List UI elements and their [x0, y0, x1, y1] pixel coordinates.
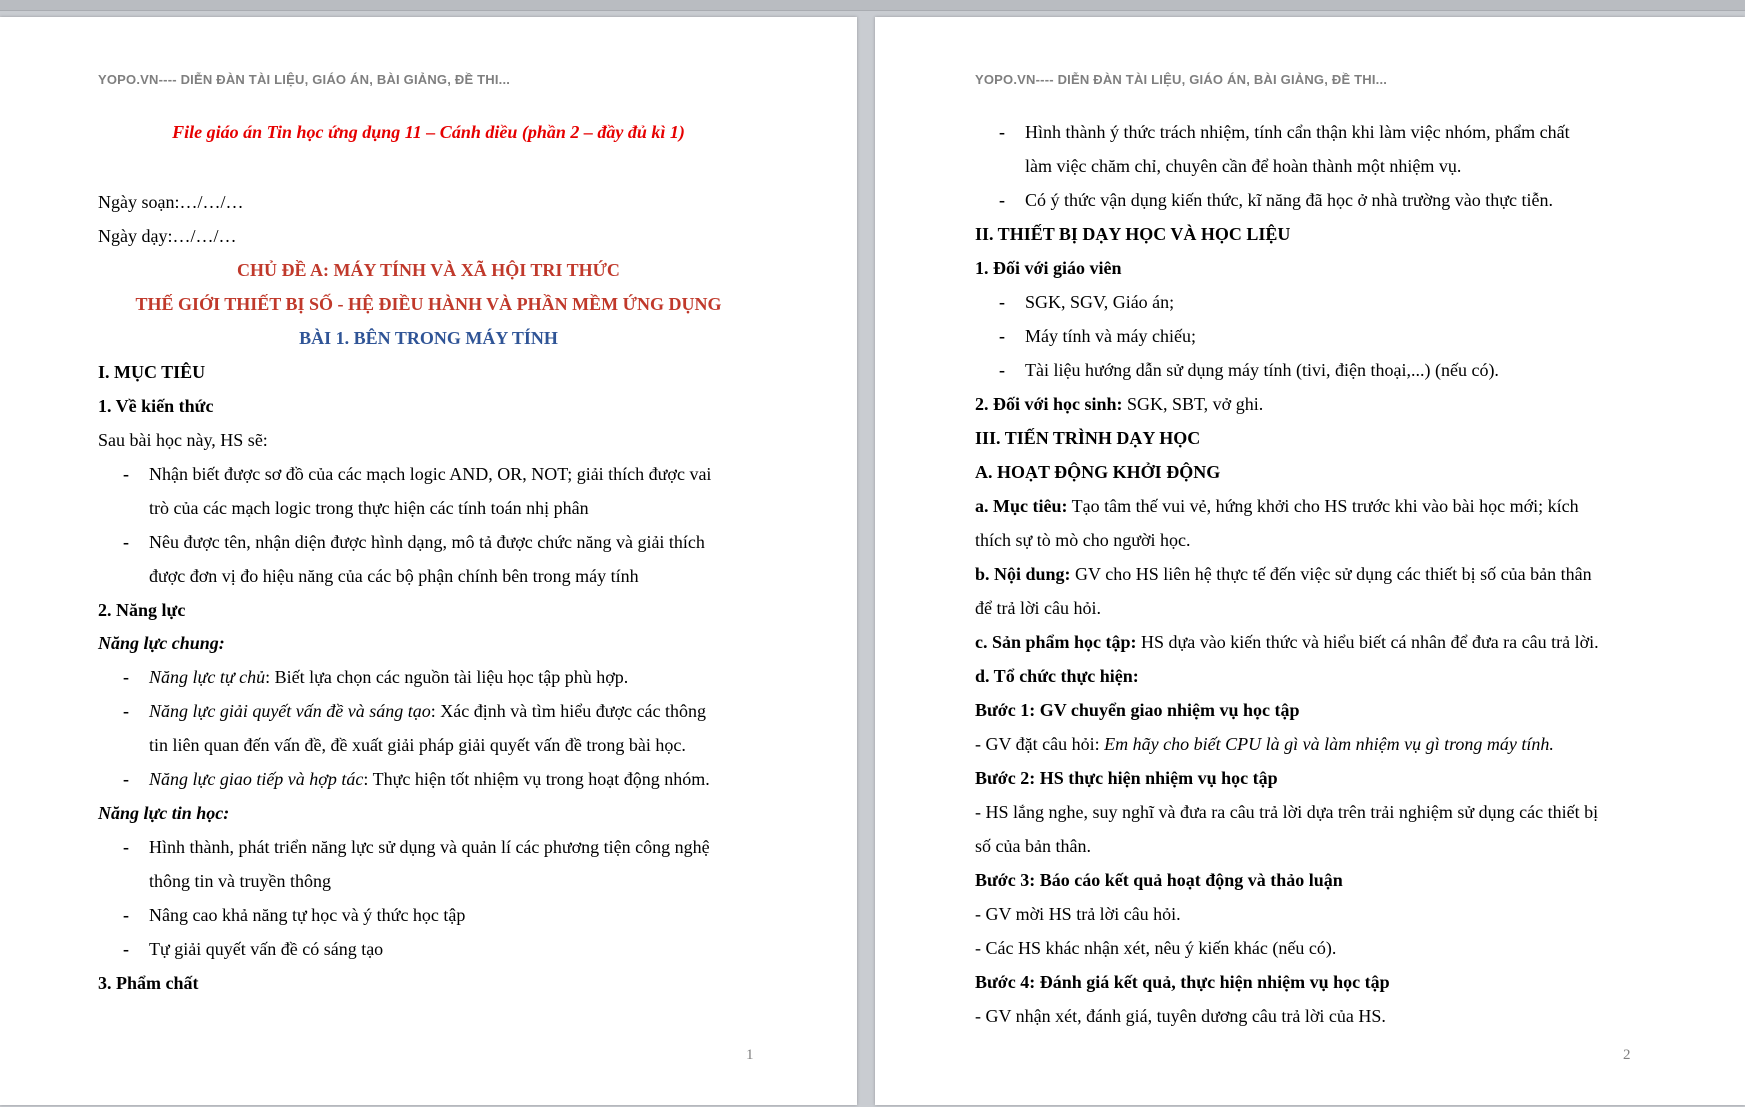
- paragraph-cont: để trả lời câu hỏi.: [975, 598, 1101, 618]
- label-bold: c. Sản phẩm học tập:: [975, 632, 1137, 652]
- paragraph: [975, 732, 1554, 756]
- subsection-heading: 1. Đối với giáo viên: [975, 258, 1122, 278]
- section-heading: I. MỤC TIÊU: [98, 362, 206, 382]
- list-item: Nhận biết được sơ đồ của các mạch logic AND, OR, NOT; giải thích được vai: [149, 464, 712, 484]
- list-item-cont: làm việc chăm chỉ, chuyên cần để hoàn thành một nhiệm vụ.: [1025, 156, 1462, 176]
- label-bold: a. Mục tiêu:: [975, 496, 1068, 516]
- list-item: Tự giải quyết vấn đề có sáng tạo: [149, 939, 384, 959]
- list-item-cont: tin liên quan đến vấn đề, đề xuất giải pháp giải quyết vấn đề trong bài học.: [149, 735, 686, 755]
- list-item: SGK, SGV, Giáo án;: [1025, 292, 1175, 312]
- bullet-dash: -: [999, 292, 1005, 312]
- bullet-dash: -: [123, 939, 129, 959]
- bullet-dash: -: [999, 190, 1005, 210]
- step-heading: Bước 2: HS thực hiện nhiệm vụ học tập: [975, 768, 1278, 788]
- intro-text: Sau bài học này, HS sẽ:: [98, 430, 268, 450]
- paragraph: [975, 562, 1592, 586]
- window-top-strip: [0, 0, 1745, 11]
- bullet-dash: -: [123, 464, 129, 484]
- text: HS dựa vào kiến thức và hiểu biết cá nhân để đưa ra câu trả lời.: [1136, 632, 1599, 652]
- list-item: Hình thành, phát triển năng lực sử dụng và quản lí các phương tiện công nghệ: [149, 837, 710, 857]
- paragraph-cont: số của bản thân.: [975, 836, 1091, 856]
- paragraph: - GV mời HS trả lời câu hỏi.: [975, 904, 1181, 924]
- paragraph: [975, 392, 1263, 416]
- text: - GV đặt câu hỏi:: [975, 734, 1105, 754]
- page-number: 2: [1623, 1047, 1631, 1063]
- item-label: Năng lực tự chủ: [149, 667, 266, 687]
- bullet-dash: -: [999, 122, 1005, 142]
- file-title: File giáo án Tin học ứng dụng 11 – Cánh diều (phần 2 – đầy đủ kì 1): [172, 122, 685, 142]
- label-bold: 2. Đối với học sinh:: [975, 394, 1123, 414]
- subsection-heading: d. Tổ chức thực hiện:: [975, 666, 1139, 686]
- bullet-dash: -: [123, 905, 129, 925]
- list-item: Nâng cao khả năng tự học và ý thức học tập: [149, 905, 466, 925]
- page-number: 1: [746, 1047, 754, 1063]
- paragraph: - GV nhận xét, đánh giá, tuyên dương câu trả lời của HS.: [975, 1006, 1386, 1026]
- paragraph: [975, 630, 1599, 654]
- bullet-dash: -: [123, 532, 129, 552]
- item-text: : Xác định và tìm hiểu được các thông: [430, 701, 706, 721]
- list-item: Máy tính và máy chiếu;: [1025, 326, 1196, 346]
- section-heading: III. TIẾN TRÌNH DẠY HỌC: [975, 428, 1201, 448]
- item-text: : Biết lựa chọn các nguồn tài liệu học tập phù hợp.: [265, 667, 629, 687]
- subsection-heading: 3. Phẩm chất: [98, 973, 199, 993]
- list-item: Hình thành ý thức trách nhiệm, tính cẩn thận khi làm việc nhóm, phẩm chất: [1025, 122, 1570, 142]
- ngay-soan: Ngày soạn:…/…/…: [98, 192, 244, 212]
- document-page-2: [875, 17, 1745, 1105]
- list-item: [149, 699, 706, 723]
- item-label: Năng lực giao tiếp và hợp tác: [149, 769, 364, 789]
- step-heading: Bước 1: GV chuyển giao nhiệm vụ học tập: [975, 700, 1300, 720]
- list-item: Tài liệu hướng dẫn sử dụng máy tính (tivi, điện thoại,...) (nếu có).: [1025, 360, 1499, 380]
- bullet-dash: -: [123, 837, 129, 857]
- list-item: [149, 767, 710, 791]
- list-item-cont: trò của các mạch logic trong thực hiện các tính toán nhị phân: [149, 498, 589, 518]
- question-italic: Em hãy cho biết CPU là gì và làm nhiệm vụ gì trong máy tính.: [1104, 734, 1554, 754]
- topic-title: CHỦ ĐỀ A: MÁY TÍNH VÀ XÃ HỘI TRI THỨC: [237, 260, 620, 280]
- bullet-dash: -: [999, 326, 1005, 346]
- text: SGK, SBT, vở ghi.: [1122, 394, 1264, 414]
- list-item-cont: được đơn vị đo hiệu năng của các bộ phận chính bên trong máy tính: [149, 566, 639, 586]
- text: Tạo tâm thế vui vẻ, hứng khởi cho HS trước khi vào bài học mới; kích: [1067, 496, 1579, 516]
- bullet-dash: -: [999, 360, 1005, 380]
- paragraph: - Các HS khác nhận xét, nêu ý kiến khác (nếu có).: [975, 938, 1337, 958]
- subsection-heading: 2. Năng lực: [98, 600, 186, 620]
- paragraph: [975, 494, 1579, 518]
- subheading-italic: Năng lực chung:: [98, 633, 225, 653]
- lesson-title: BÀI 1. BÊN TRONG MÁY TÍNH: [299, 328, 558, 348]
- document-page-1: [0, 17, 857, 1105]
- section-heading: A. HOẠT ĐỘNG KHỞI ĐỘNG: [975, 462, 1221, 482]
- bullet-dash: -: [123, 667, 129, 687]
- list-item-cont: thông tin và truyền thông: [149, 871, 331, 891]
- item-label: Năng lực giải quyết vấn đề và sáng tạo: [149, 701, 431, 721]
- step-heading: Bước 3: Báo cáo kết quả hoạt động và thảo luận: [975, 870, 1343, 890]
- section-heading: II. THIẾT BỊ DẠY HỌC VÀ HỌC LIỆU: [975, 224, 1291, 244]
- list-item: Có ý thức vận dụng kiến thức, kĩ năng đã học ở nhà trường vào thực tiễn.: [1025, 190, 1553, 210]
- subheading-italic: Năng lực tin học:: [98, 803, 230, 823]
- step-heading: Bước 4: Đánh giá kết quả, thực hiện nhiệm vụ học tập: [975, 972, 1390, 992]
- item-text: : Thực hiện tốt nhiệm vụ trong hoạt động nhóm.: [363, 769, 710, 789]
- bullet-dash: -: [123, 769, 129, 789]
- list-item: Nêu được tên, nhận diện được hình dạng, mô tả được chức năng và giải thích: [149, 532, 705, 552]
- text: GV cho HS liên hệ thực tế đến việc sử dụng các thiết bị số của bản thân: [1070, 564, 1592, 584]
- subsection-heading: 1. Về kiến thức: [98, 396, 214, 416]
- ngay-day: Ngày dạy:…/…/…: [98, 226, 237, 246]
- list-item: [149, 665, 628, 689]
- label-bold: b. Nội dung:: [975, 564, 1071, 584]
- paragraph: - HS lắng nghe, suy nghĩ và đưa ra câu trả lời dựa trên trải nghiệm sử dụng các thiết bị: [975, 802, 1599, 822]
- paragraph-cont: thích sự tò mò cho người học.: [975, 530, 1191, 550]
- bullet-dash: -: [123, 701, 129, 721]
- page-header: YOPO.VN---- DIỄN ĐÀN TÀI LIỆU, GIÁO ÁN, BÀI GIẢNG, ĐỀ THI...: [98, 72, 511, 87]
- page-header: YOPO.VN---- DIỄN ĐÀN TÀI LIỆU, GIÁO ÁN, BÀI GIẢNG, ĐỀ THI...: [975, 72, 1388, 87]
- topic-subtitle: THẾ GIỚI THIẾT BỊ SỐ - HỆ ĐIỀU HÀNH VÀ PHẦN MỀM ỨNG DỤNG: [135, 294, 722, 314]
